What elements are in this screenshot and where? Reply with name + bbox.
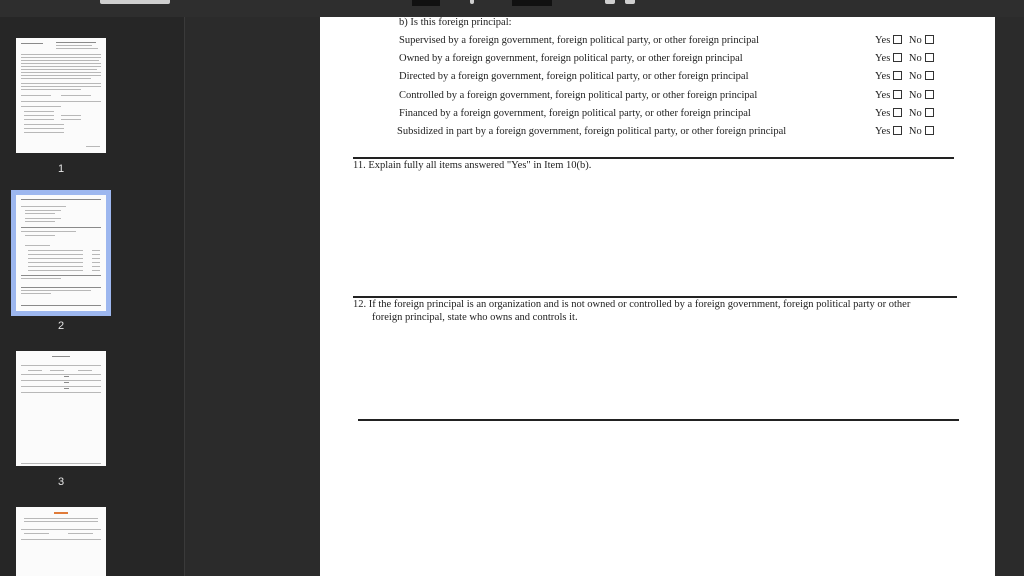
no-label: No bbox=[908, 90, 922, 101]
no-label: No bbox=[908, 108, 922, 119]
no-checkbox[interactable] bbox=[925, 108, 934, 117]
no-checkbox[interactable] bbox=[925, 35, 934, 44]
yes-checkbox[interactable] bbox=[893, 71, 902, 80]
row-text: Owned by a foreign government, foreign political party, or other foreign principal bbox=[399, 53, 743, 64]
orange-header-bar bbox=[54, 512, 68, 514]
no-label: No bbox=[908, 126, 922, 137]
row-text: Controlled by a foreign government, foreign political party, or other foreign principal bbox=[399, 90, 758, 101]
yes-checkbox[interactable] bbox=[893, 126, 902, 135]
yes-label: Yes bbox=[875, 35, 891, 46]
yes-no-group bbox=[875, 126, 934, 137]
yes-label: Yes bbox=[875, 53, 891, 64]
no-checkbox[interactable] bbox=[925, 71, 934, 80]
toolbar-separator bbox=[470, 0, 474, 4]
no-label: No bbox=[908, 53, 922, 64]
yes-label: Yes bbox=[875, 71, 891, 82]
no-checkbox[interactable] bbox=[925, 126, 934, 135]
zoom-box[interactable] bbox=[512, 0, 552, 6]
question-12-line1: 12. If the foreign principal is an organization and is not owned or controlled by a foreign government, foreign political party or other bbox=[353, 299, 911, 310]
yes-checkbox[interactable] bbox=[893, 108, 902, 117]
toolbar-title-fragment bbox=[100, 0, 170, 4]
section-divider bbox=[353, 157, 954, 159]
question-11: 11. Explain fully all items answered "Yes" in Item 10(b). bbox=[353, 160, 592, 171]
page-number-label: 3 bbox=[57, 476, 65, 488]
yes-checkbox[interactable] bbox=[893, 53, 902, 62]
row-text: Directed by a foreign government, foreign political party, or other foreign principal bbox=[399, 71, 749, 82]
yes-no-group bbox=[875, 108, 934, 119]
no-label: No bbox=[908, 35, 922, 46]
no-checkbox[interactable] bbox=[925, 90, 934, 99]
yes-label: Yes bbox=[875, 90, 891, 101]
page-thumbnail-2[interactable] bbox=[16, 195, 106, 311]
yes-label: Yes bbox=[875, 108, 891, 119]
viewer-background-right bbox=[995, 17, 1024, 576]
toolbar-icon[interactable] bbox=[625, 0, 635, 4]
toolbar bbox=[0, 0, 1024, 17]
page-number-label: 2 bbox=[57, 320, 65, 332]
section-divider bbox=[358, 419, 959, 421]
section-divider bbox=[353, 296, 957, 298]
page-number-label: 1 bbox=[57, 163, 65, 175]
yes-no-group bbox=[875, 90, 934, 101]
no-checkbox[interactable] bbox=[925, 53, 934, 62]
no-label: No bbox=[908, 71, 922, 82]
toolbar-icon[interactable] bbox=[605, 0, 615, 4]
viewer-background bbox=[186, 17, 320, 576]
yes-no-group bbox=[875, 71, 934, 82]
page-thumbnail-1[interactable] bbox=[16, 38, 106, 153]
yes-no-group bbox=[875, 35, 934, 46]
page-number-box[interactable] bbox=[412, 0, 440, 6]
yes-checkbox[interactable] bbox=[893, 90, 902, 99]
question-10b-heading: b) Is this foreign principal: bbox=[399, 17, 512, 28]
question-12-line2: foreign principal, state who owns and controls it. bbox=[372, 312, 578, 323]
thumbnail-sidebar bbox=[0, 17, 185, 576]
page-thumbnail-4[interactable] bbox=[16, 507, 106, 576]
yes-label: Yes bbox=[875, 126, 891, 137]
yes-checkbox[interactable] bbox=[893, 35, 902, 44]
row-text: Subsidized in part by a foreign government, foreign political party, or other foreign principal bbox=[397, 126, 787, 137]
document-page bbox=[320, 17, 995, 576]
page-thumbnail-3[interactable] bbox=[16, 351, 106, 466]
row-text: Supervised by a foreign government, foreign political party, or other foreign principal bbox=[399, 35, 759, 46]
yes-no-group bbox=[875, 53, 934, 64]
row-text: Financed by a foreign government, foreign political party, or other foreign principal bbox=[399, 108, 751, 119]
